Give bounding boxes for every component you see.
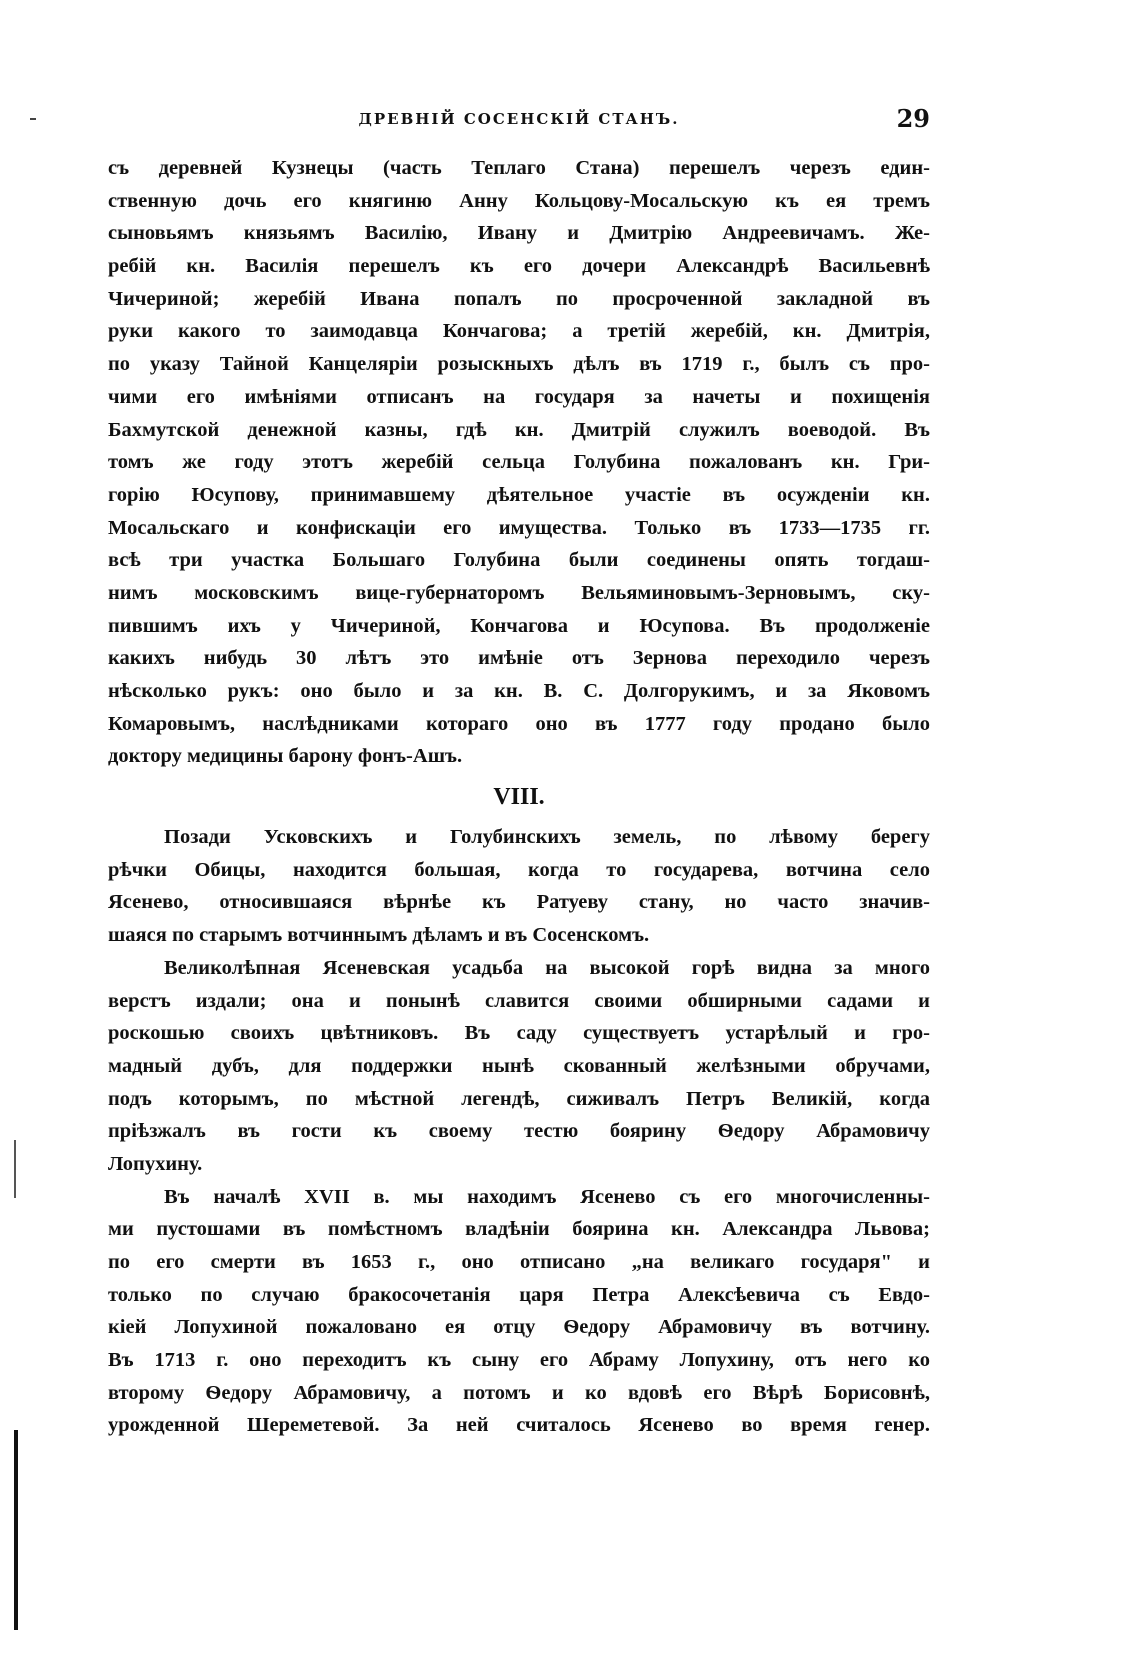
text-line: урожденной Шереметевой. За ней считалось Ясенево во время генер. <box>108 1414 930 1437</box>
section-heading: VIII. <box>493 784 545 811</box>
text-line: Комаровымъ, наслѣдниками котораго оно въ 1777 году продано было <box>108 712 930 735</box>
text-line: рѣчки Обицы, находится большая, когда то государева, вотчина село <box>108 858 930 881</box>
margin-mark <box>30 118 36 120</box>
text-line: съ деревней Кузнецы (часть Теплаго Стана) перешелъ черезъ един- <box>108 157 930 179</box>
text-line: Чичериной; жеребій Ивана попалъ по просроченной закладной въ <box>108 287 930 310</box>
text-line: горію Юсупову, принимавшему дѣятельное участіе въ осужденіи кн. <box>108 483 930 506</box>
body-text <box>108 152 930 1442</box>
text-line: кіей Лопухиной пожаловано ея отцу Ѳедору Абрамовичу въ вотчину. <box>108 1316 930 1339</box>
text-line: только по случаю бракосочетанія царя Петра Алексѣевича съ Евдо- <box>108 1283 930 1306</box>
text-line: Ясенево, относившаяся вѣрнѣе къ Ратуеву стану, но часто значив- <box>108 891 930 914</box>
paragraph <box>108 952 930 1181</box>
running-head <box>108 104 930 144</box>
text-line: верстъ издали; она и понынѣ славится своими обширными садами и <box>108 989 930 1012</box>
margin-rule <box>14 1140 16 1198</box>
text-line: Мосальскаго и конфискаціи его имущества. Только въ 1733—1735 гг. <box>108 516 930 539</box>
text-line: по указу Тайной Канцеляріи розыскныхъ дѣлъ въ 1719 г., былъ съ про- <box>108 353 930 376</box>
text-line: роскошью своихъ цвѣтниковъ. Въ саду существуетъ устарѣлый и гро- <box>108 1022 930 1045</box>
text-line: по его смерти въ 1653 г., оно отписано „на великаго государя" и <box>108 1251 930 1273</box>
text-line: ственную дочь его княгиню Анну Кольцову-Мосальскую къ ея тремъ <box>108 189 930 212</box>
paragraph <box>108 152 930 773</box>
text-line: чими его имѣніями отписанъ на государя за начеты и похищенія <box>108 385 930 408</box>
text-line: подъ которымъ, по мѣстной легендѣ, сиживалъ Петръ Великій, когда <box>108 1087 930 1110</box>
text-line: второму Ѳедору Абрамовичу, а потомъ и ко вдовѣ его Вѣрѣ Борисовнѣ, <box>108 1381 930 1404</box>
text-line: шаяся по старымъ вотчиннымъ дѣламъ и въ Сосенскомъ. <box>108 924 650 947</box>
margin-rule <box>14 1430 18 1630</box>
text-line: всѣ три участка Большаго Голубина были соединены опять тогдаш- <box>108 549 930 572</box>
text-line: пившимъ ихъ у Чичериной, Кончагова и Юсупова. Въ продолженіе <box>108 614 930 637</box>
text-line: Позади Усковскихъ и Голубинскихъ земель, по лѣвому берегу <box>164 826 930 849</box>
text-line: ми пустошами въ помѣстномъ владѣніи боярина кн. Александра Львова; <box>108 1218 930 1241</box>
running-title: ДРЕВНІЙ СОСЕНСКІЙ СТАНЪ. <box>358 110 680 128</box>
text-line: томъ же году этотъ жеребій сельца Голубина пожалованъ кн. Гри- <box>108 451 930 474</box>
paragraph <box>108 1181 930 1443</box>
text-line: Лопухину. <box>108 1152 203 1175</box>
text-line: нимъ московскимъ вице-губернаторомъ Вельяминовымъ-Зерновымъ, ску- <box>108 581 930 604</box>
text-line: Бахмутской денежной казны, гдѣ кн. Дмитрій служилъ воеводой. Въ <box>108 418 930 441</box>
text-line: какихъ нибудь 30 лѣтъ это имѣніе отъ Зернова переходило черезъ <box>108 647 930 670</box>
text-line: Въ 1713 г. оно переходитъ къ сыну его Абраму Лопухину, отъ него ко <box>108 1349 930 1372</box>
text-line: сыновьямъ князьямъ Василію, Ивану и Дмитрію Андреевичамъ. Же- <box>108 222 930 245</box>
text-line: Въ началѣ XVII в. мы находимъ Ясенево съ его многочисленны- <box>164 1185 930 1208</box>
text-line: нѣсколько рукъ: оно было и за кн. В. С. Долгорукимъ, и за Яковомъ <box>108 680 930 702</box>
text-line: Великолѣпная Ясеневская усадьба на высокой горѣ видна за много <box>164 956 930 979</box>
text-line: руки какого то заимодавца Кончагова; а третій жеребій, кн. Дмитрія, <box>108 320 930 343</box>
paragraph <box>108 821 930 952</box>
page-number: 29 <box>896 104 930 133</box>
text-line: доктору медицины барону фонъ-Ашъ. <box>108 745 463 768</box>
text-line: мадный дубъ, для поддержки нынѣ скованный желѣзными обручами, <box>108 1054 930 1077</box>
text-line: ребій кн. Василія перешелъ къ его дочери Александрѣ Васильевнѣ <box>108 255 930 278</box>
text-line: пріѣзжалъ въ гости къ своему тестю боярину Ѳедору Абрамовичу <box>108 1120 930 1143</box>
